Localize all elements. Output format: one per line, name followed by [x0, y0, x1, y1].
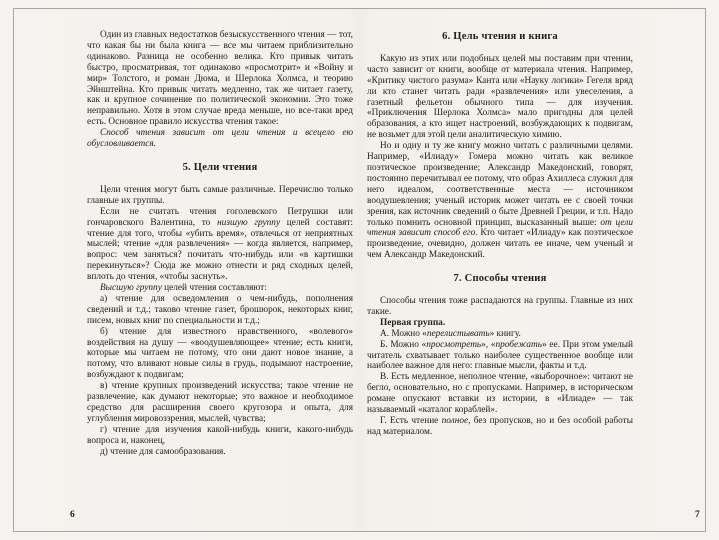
- paragraph: Какую из этих или подобных целей мы поставим при чтении, часто зависит от книги, вообще от материала чтения. Например, «Критику чистого разума» Канта или «Науку логики» Гегеля вряд ли кто станет читать ради «развлечения» или увеселения, а газетный фельетон обычного типа — для изучения. «Приключения Шерлока Холмса» мало пригодны для целей образования, а кто ищет настроений, возбуждающих к подвигам, не возьмет для этой цели аналитическую химию.: [367, 53, 633, 141]
- paragraph: Если не считать чтения гоголевского Петрушки или гончаровского Валентина, то низшую группу целей составят: чтение для того, чтобы «убить время», отвлечься от неприятных мыслей; чтение «для развлечения» — когда является, например, вопрос: чем заняться? почитать что-нибудь или «в картишки перекинуться»? Сюда же можно отнести и ряд сходных целей, вплоть до чтения, «чтобы заснуть».: [87, 206, 353, 283]
- list-item-v: в) чтение крупных произведений искусства; такое чтение не развлечение, как думают некоторые; это важное и необходимое средство для расширения своего кругозора и опыта, для углубления мировоззрения, мыслей, чувства;: [87, 381, 353, 424]
- paragraph: Но и одну и ту же книгу можно читать с различными целями. Например, «Илиаду» Гомера можно читать как великое поэтическое произведение; Александр Македонский, говорят, постоянно перечитывал ее потому, что образ Ахиллеса служил для него идеалом, соответственные места — источником воодушевления; ученый историк может читать ее с своей точки зрения, как источник сведений о быте Древней Греции, и т.п. Надо только помнить основной принцип, высказанный выше: от цели чтения зависит способ его. Кто читает «Илиаду» как поэтическое произведение, очевидно, должен читать ее иначе, чем ученый и чем Александр Македонский.: [367, 141, 633, 261]
- list-item-g: г) чтение для изучения какой-нибудь книги, какого-нибудь вопроса и, наконец,: [87, 424, 353, 446]
- page-number-right: 7: [695, 510, 700, 520]
- reading-rule-paragraph: Способ чтения зависит от цели чтения и всецело ею обусловливается.: [87, 128, 353, 150]
- list-item-d: д) чтение для самообразования.: [100, 446, 226, 457]
- paragraph: Первая группа.: [380, 317, 446, 328]
- list-item-G: Г. Есть чтение полное, без пропусков, но и без особой работы над материалом.: [367, 416, 633, 437]
- list-item-V: В. Есть медленное, неполное чтение, «выборочное»: читают не бегло, основательно, но с пропусками. Например, в историческом романе опускают вставки из истории, в «Илиаде» — так называемый «каталог кораблей».: [367, 372, 633, 416]
- list-item-a: а) чтение для осведомления о чем-нибудь, пополнения сведений и т.д.; таково чтение газет, брошюрок, некоторых книг, писем, новых книг по специальности и т.д.;: [87, 293, 353, 326]
- left-page: [87, 30, 353, 458]
- page-number-left: 6: [70, 510, 75, 520]
- paragraph: Способы чтения тоже распадаются на группы. Главные из них такие.: [367, 296, 633, 317]
- section-heading-5: 5. Цели чтения: [182, 161, 258, 173]
- list-item-A: А. Можно «перелистывать» книгу.: [380, 328, 521, 339]
- paragraph: Высшую группу целей чтения составляют:: [100, 283, 267, 294]
- paragraph: Один из главных недостатков безыскусственного чтения — тот, что какая бы ни была книга — все мы читаем приблизительно одинаково. Разница не особенно велика. Кто привык читать быстро, просматривая, тот одинаково «просмотрит» и «Войну и мир» Толстого, и роман Дюма, и Шерлока Холмса, и теорию Эйнштейна. Кто привык читать медленно, так же читает газету, как и крупное сочинение по политической экономии. Это тоже неправильно. Хотя в этом случае вреда меньше, но все-таки вред есть. Основное правило искусства чтения такое:: [87, 30, 353, 128]
- right-page: [367, 30, 633, 438]
- section-heading-6: 6. Цель чтения и книга: [442, 31, 558, 42]
- paragraph: Цели чтения могут быть самые различные. Перечислю только главные их группы.: [87, 184, 353, 206]
- list-item-B: Б. Можно «просмотреть», «пробежать» ее. При этом умелый читатель схватывает только наиболее существенное вообще или наиболее важное для него: главные мысли, факты и т.д.: [367, 339, 633, 372]
- list-item-b: б) чтение для известного нравственного, «волевого» воздействия на душу — «воодушевляющее» чтение; есть книги, которые мы читаем не потому, что они дают новое знание, а потому, что вливают новые силы в грудь, подымают настроение, возбуждают к подвигам;: [87, 326, 353, 381]
- section-heading-7: 7. Способы чтения: [453, 273, 547, 285]
